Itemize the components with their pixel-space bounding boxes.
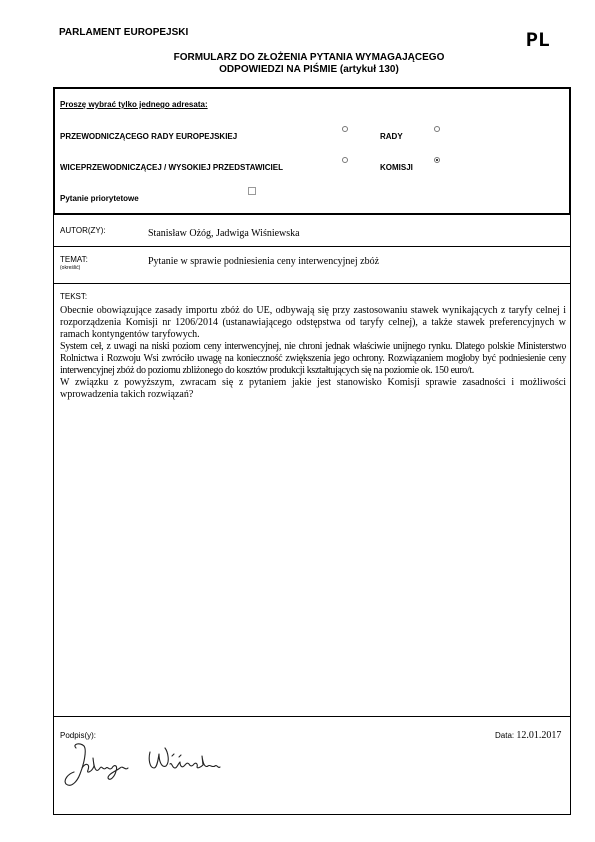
date-label: Data: [495,731,515,740]
date-value: 12.01.2017 [516,730,562,741]
divider-subject [53,283,571,284]
question-text [60,305,566,401]
organization-name: PARLAMENT EUROPEJSKI [59,27,189,38]
signature-label: Podpis(y): [60,731,97,740]
handwritten-signature [62,738,222,796]
radio-vice-president[interactable] [342,157,348,163]
subject-value: Pytanie w sprawie podniesienia ceny interwencyjnej zbóż [148,256,380,267]
radio-european-council[interactable] [342,126,348,132]
subject-label: TEMAT: [60,255,88,264]
authors-label: AUTOR(ZY): [60,226,106,235]
priority-question-label: Pytanie priorytetowe [60,194,139,203]
text-paragraph: W związku z powyższym, zwracam się z pytaniem jakie jest stanowisko Komisji sprawie zasadności i możliwości wprowadzenia takich rozwiązań? [60,377,566,400]
radio-council[interactable] [434,126,440,132]
language-code: PL [526,30,551,53]
form-title [59,52,559,76]
addressee-instruction: Proszę wybrać tylko jednego adresata: [60,100,208,109]
divider-authors [53,246,571,247]
subject-sublabel: (określić) [60,265,81,271]
option-label-council: RADY [380,132,403,141]
radio-commission[interactable] [434,157,440,163]
option-label-vice-president: WICEPRZEWODNICZĄCEJ / WYSOKIEJ PRZEDSTAWICIEL [60,163,283,172]
option-label-european-council: PRZEWODNICZĄCEGO RADY EUROPEJSKIEJ [60,132,238,141]
text-paragraph: Obecnie obowiązujące zasady importu zbóż do UE, odbywają się przy zastosowaniu stawek wynikających z taryfy celnej i rozporządzenia Komisji nr 1206/2014 (ustanawiającego odstępstwa od taryfy celnej), a także stawek preferencyjnych w ramach kontyngentów taryfowych. [60,305,566,340]
divider-text [53,716,571,717]
form-title-line-1: FORMULARZ DO ZŁOŻENIA PYTANIA WYMAGAJĄCEGO [173,52,445,63]
text-label: TEKST: [60,292,88,301]
form-title-line-2: ODPOWIEDZI NA PIŚMIE (artykuł 130) [219,64,399,75]
authors-value: Stanisław Ożóg, Jadwiga Wiśniewska [148,228,300,239]
option-label-commission: KOMISJI [380,163,413,172]
text-paragraph: System ceł, z uwagi na niski poziom ceny interwencyjnej, nie chroni jednak właściwie unijnego rynku. Dlatego polskie Ministerstwo Rolnictwa i Rozwoju Wsi zwróciło uwagę na konieczność zwiększenia jego ochrony. Rozwiązaniem mogłoby być podniesienie ceny interwencyjnej zbóż do poziomu zbliżonego do kosztów produkcji kształtujących się na poziomie ok. 150 euro/t. [60,341,566,376]
date-field [495,730,561,741]
priority-question-checkbox[interactable] [248,187,256,195]
